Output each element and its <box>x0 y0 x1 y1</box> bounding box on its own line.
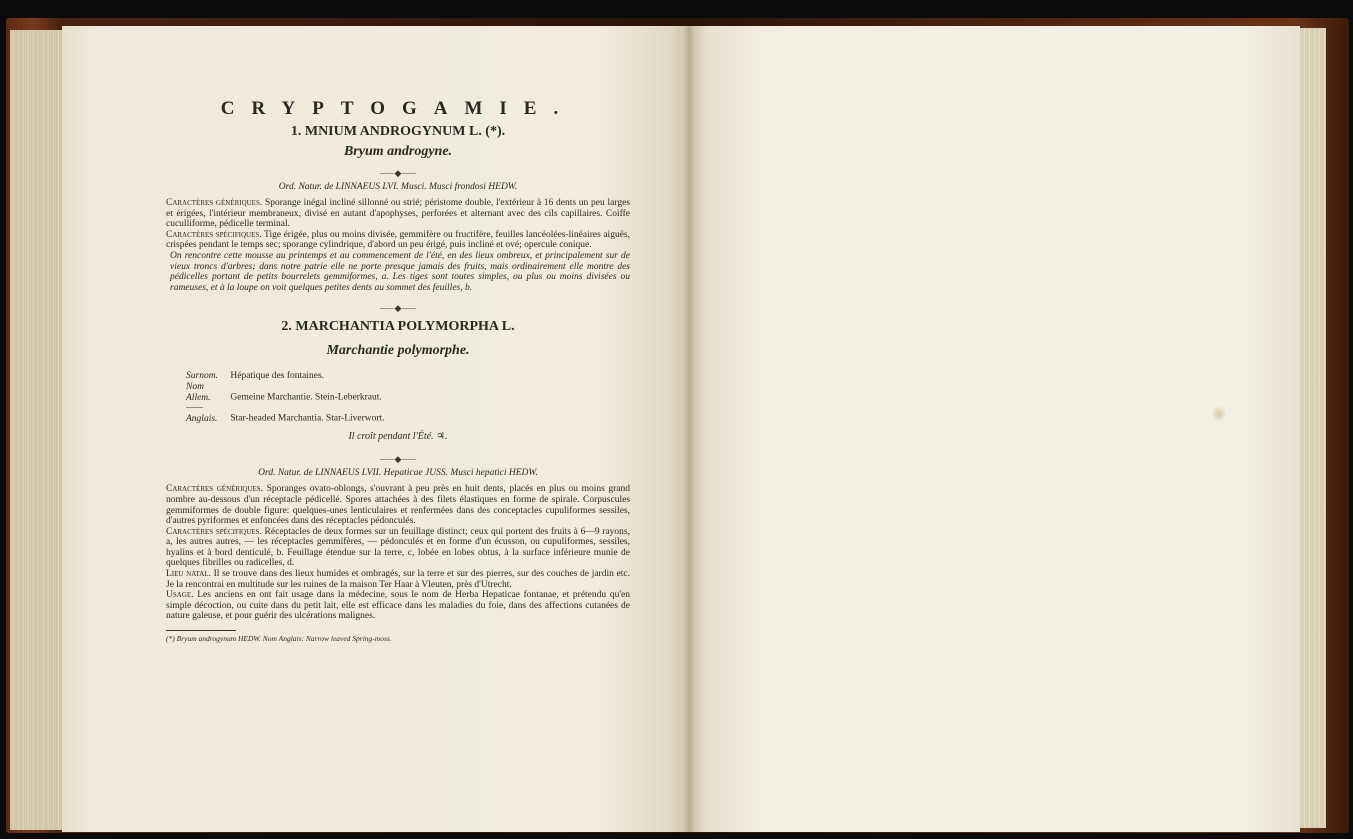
footnote-rule <box>166 630 236 631</box>
generic-label: Caractères génériques. <box>166 484 264 495</box>
habitat-label: Lieu natal. <box>166 569 211 580</box>
paper-stain <box>1212 405 1226 423</box>
section-2-habitat <box>166 569 630 590</box>
generic-text: Sporange inégal incliné sillonné ou strié; péristome double, l'extérieur à 16 dents un peu larges et érigées, l'intérieur membraneux, divisé en autant d'apophyses, perforées et alternant avec des cils capillaires. Coiffe cuculliforme, pédicelle terminal. <box>166 198 630 230</box>
generic-label: Caractères génériques. <box>166 198 263 208</box>
synonym-value: Hépatique des fontaines. <box>230 371 325 382</box>
section-2-french-name: Marchantie polymorphe. <box>326 343 470 359</box>
specific-text: Réceptacles de deux formes sur un feuillage distinct; ceux qui portent des fruits à 6—9 rayons, a, les autres autres, — les réceptacles gemmifères, — pédonculés et en forme d'un écusson, ou cupuliformes, sessiles, hyalins et à bord denticulé, b. Feuillage étendue sur la terre, c, lobée en lobes obtus, à la surface inférieure munie de quelques fibrilles ou radicelles, d. <box>166 526 630 569</box>
section-1-note: On rencontre cette mousse au printemps et au commencement de l'été, en des lieux ombreux, et principalement sur de vieux troncs d'arbres; dans notre patrie elle ne porte presque jamais des fruits, mais ordinairement elle montre des pédicelles portant de petits bourrelets gemmiformes, a. Les tiges sont toutes simples, ou plus ou moins divisées ou rameuses, et à la loupe on voit quelques petites dents au sommet des feuilles, b. <box>170 250 630 293</box>
synonym-key: —— Anglais. <box>186 403 218 424</box>
synonym-value: Star-headed Marchantia. Star-Liverwort. <box>230 413 385 424</box>
page-edges-right <box>1296 28 1326 828</box>
specific-label: Caractères spécifiques. <box>166 229 262 240</box>
section-2-heading: 2. MARCHANTIA POLYMORPHA L. <box>281 319 515 335</box>
synonym-row <box>186 403 630 424</box>
generic-text: Sporanges ovato-oblongs, s'ouvrant à peu près en huit dents, placés en plus ou moins grand nombre au-dessous d'un réceptacle pédicellé. Spores attachées à des filets élastiques en forme de spirale. Corpuscules gemmiformes de double figure: quelques-unes lenticulaires et renfermées dans des conceptacles cupuliformes sessiles, d'autres pyriformes et enfoncées dans des réceptacles pédonculés. <box>166 484 630 527</box>
right-page <box>688 26 1300 832</box>
footnote: (*) Bryum androgynum HEDW. Nom Anglais: Narrow leaved Spring-moss. <box>166 634 392 644</box>
synonym-row <box>186 371 630 382</box>
ornament-divider: ⸺◆⸺ <box>379 168 417 178</box>
section-1-order: Ord. Natur. de LINNAEUS LVI. Musci. Musci frondosi HEDW. <box>278 182 518 192</box>
synonym-value: Gemeine Marchantie. Stein-Leberkraut. <box>230 392 382 403</box>
section-2-order: Ord. Natur. de LINNAEUS LVII. Hepaticae JUSS. Musci hepatici HEDW. <box>258 468 538 479</box>
page-edges-left <box>10 30 68 830</box>
book-gutter <box>682 26 696 832</box>
synonym-key: Nom Allem. <box>186 381 211 403</box>
specific-label: Caractères spécifiques. <box>166 526 262 537</box>
habitat-text: Il se trouve dans des lieux humides et ombragés, sur la terre et sur des pierres, sur des couches de jardin etc. Je la rencontrai en multitude sur les ruines de la maison Ter Haar à Vleuten, près d'Utrecht. <box>166 569 630 590</box>
section-1-french-name: Bryum androgyne. <box>343 144 453 159</box>
synonym-list <box>166 371 630 424</box>
section-2-usage <box>166 590 630 622</box>
usage-text: Les anciens en ont fait usage dans la médecine, sous le nom de Herba Hepaticae fontanae, et prétendu qu'en simple décoction, ou cuite dans du petit lait, elle est efficace dans les maladies du foie, dans des affections cutanées de nature galeuse, et pour guérir des ulcérations malignes. <box>166 590 630 622</box>
usage-label: Usage. <box>166 590 194 601</box>
specific-text: Tige érigée, plus ou moins divisée, gemmifère ou fructifère, feuilles lancéolées-linéaires aiguës, crispées pendant le temps sec; sporange cylindrique, d'abord un peu érigé, puis incliné et ové; opercule conique. <box>166 229 630 251</box>
section-1-heading: 1. MNIUM ANDROGYNUM L. (*). <box>290 124 506 139</box>
synonym-row <box>186 382 630 403</box>
ornament-divider: ⸺◆⸺ <box>379 303 417 314</box>
ornament-divider: ⸺◆⸺ <box>379 454 417 465</box>
section-2-generic-characters <box>166 484 630 526</box>
section-1-generic-characters <box>166 198 630 230</box>
page-text <box>166 98 630 644</box>
section-2-specific-characters <box>166 527 630 569</box>
page-title: CRYPTOGAMIE. <box>220 98 576 119</box>
section-1-specific-characters <box>166 230 630 251</box>
synonym-key: Surnom. <box>186 371 218 382</box>
flowering-season: Il croît pendant l'Été. ♃. <box>348 431 448 443</box>
